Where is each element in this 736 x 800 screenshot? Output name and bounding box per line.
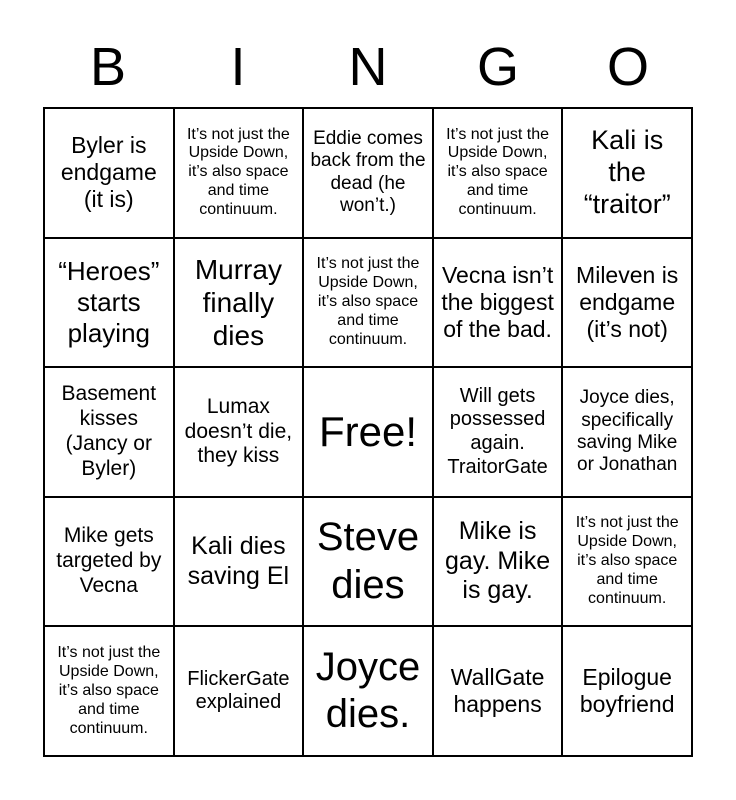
bingo-cell[interactable]: Basement kisses (Jancy or Byler) xyxy=(45,368,173,496)
bingo-cell[interactable]: Vecna isn’t the biggest of the bad. xyxy=(434,239,562,367)
bingo-cell[interactable]: Steve dies xyxy=(304,498,432,626)
bingo-cell[interactable]: Kali is the “traitor” xyxy=(563,109,691,237)
bingo-header xyxy=(43,36,693,98)
bingo-letter-n: N xyxy=(348,37,388,97)
bingo-cell[interactable]: Mike gets targeted by Vecna xyxy=(45,498,173,626)
bingo-grid xyxy=(43,107,693,757)
bingo-cell[interactable]: Byler is endgame (it is) xyxy=(45,109,173,237)
bingo-cell[interactable]: It’s not just the Upside Down, it’s also space and time continuum. xyxy=(45,627,173,755)
bingo-letter-i: I xyxy=(230,37,246,97)
bingo-cell[interactable]: Epilogue boyfriend xyxy=(563,627,691,755)
bingo-cell[interactable]: Kali dies saving El xyxy=(175,498,303,626)
bingo-letter-b: B xyxy=(89,37,127,97)
bingo-cell[interactable]: Eddie comes back from the dead (he won’t.) xyxy=(304,109,432,237)
bingo-cell[interactable]: Mileven is endgame (it’s not) xyxy=(563,239,691,367)
bingo-cell[interactable]: Joyce dies, specifically saving Mike or Jonathan xyxy=(563,368,691,496)
bingo-cell[interactable]: FlickerGate explained xyxy=(175,627,303,755)
bingo-cell[interactable]: It’s not just the Upside Down, it’s also space and time continuum. xyxy=(434,109,562,237)
bingo-cell[interactable]: Will gets possessed again. TraitorGate xyxy=(434,368,562,496)
bingo-cell[interactable]: Mike is gay. Mike is gay. xyxy=(434,498,562,626)
bingo-cell[interactable]: It’s not just the Upside Down, it’s also space and time continuum. xyxy=(175,109,303,237)
bingo-letter-o: O xyxy=(606,37,649,97)
bingo-cell[interactable]: Joyce dies. xyxy=(304,627,432,755)
bingo-cell[interactable]: It’s not just the Upside Down, it’s also space and time continuum. xyxy=(563,498,691,626)
bingo-cell[interactable]: Lumax doesn’t die, they kiss xyxy=(175,368,303,496)
bingo-cell-free[interactable]: Free! xyxy=(304,368,432,496)
bingo-cell[interactable]: WallGate happens xyxy=(434,627,562,755)
bingo-cell[interactable]: It’s not just the Upside Down, it’s also space and time continuum. xyxy=(304,239,432,367)
bingo-cell[interactable]: Murray finally dies xyxy=(175,239,303,367)
bingo-letter-g: G xyxy=(476,37,519,97)
bingo-cell[interactable]: “Heroes” starts playing xyxy=(45,239,173,367)
